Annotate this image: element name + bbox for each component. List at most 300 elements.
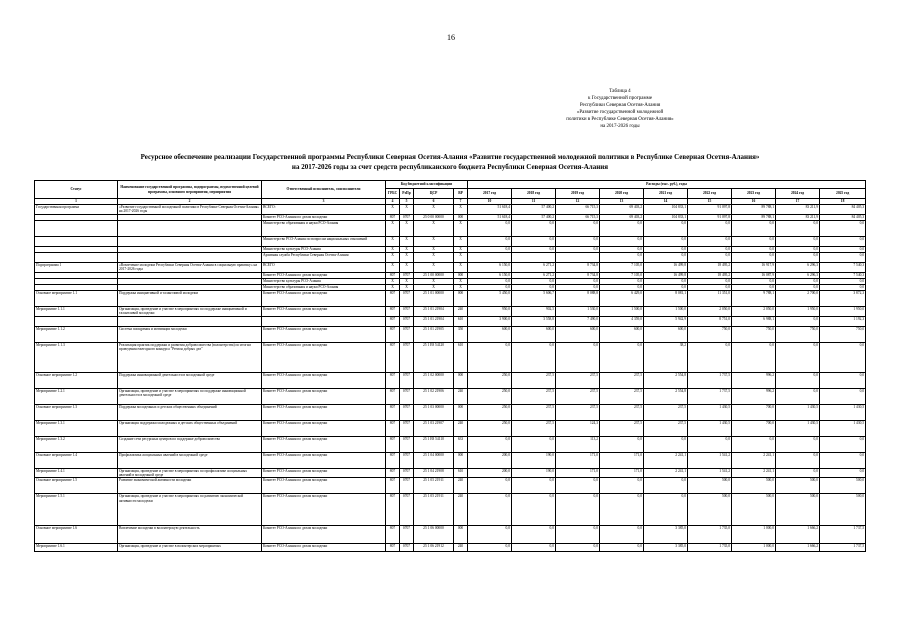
- row-value: 0,0: [512, 544, 556, 552]
- header-year: 2018 год: [512, 189, 556, 199]
- row-value: 0,0: [468, 342, 512, 372]
- row-value: 0,0: [820, 452, 866, 468]
- row-value: 171,0: [556, 452, 600, 468]
- row-vr: 000: [454, 372, 468, 388]
- row-value: 7 540,3: [820, 272, 866, 278]
- row-value: 0,0: [468, 220, 512, 236]
- row-value: 0,0: [556, 284, 600, 290]
- row-name: [118, 236, 262, 246]
- row-value: 7 105,0: [600, 272, 644, 278]
- row-grbs: 807: [386, 468, 400, 478]
- row-grbs: 807: [386, 404, 400, 420]
- row-executor: Министерство культуры РСО-Алания: [262, 246, 386, 252]
- row-value: 0,0: [512, 436, 556, 452]
- row-value: 1 737,5: [688, 388, 732, 404]
- row-value: 0,0: [468, 278, 512, 284]
- row-value: 1 430,5: [688, 420, 732, 436]
- row-value: 500,0: [776, 478, 820, 494]
- row-name: Организация, проведение и участие в мероприятиях по поддержке инициативной и талантливой молодежи: [118, 306, 262, 316]
- row-grbs: X: [386, 205, 400, 215]
- row-value: 190,0: [512, 452, 556, 468]
- row-value: 1 737,5: [688, 372, 732, 388]
- row-executor: Архивная служба Республики Северная Осетия-Алания: [262, 252, 386, 262]
- header-year: 2017 год: [468, 189, 512, 199]
- row-value: 0,0: [512, 220, 556, 236]
- row-value: 0,0: [776, 278, 820, 284]
- row-value: 6 988,1: [732, 316, 776, 326]
- row-executor: Комитет РСО-Алания по делам молодежи: [262, 478, 386, 494]
- row-rzpr: 0707: [400, 342, 414, 372]
- row-grbs: X: [386, 246, 400, 252]
- row-executor: Комитет РСО-Алания по делам молодежи: [262, 468, 386, 478]
- row-value: 500,0: [732, 494, 776, 526]
- row-value: 950,0: [468, 306, 512, 316]
- row-value: 500,0: [820, 478, 866, 494]
- row-executor: Комитет РСО-Алания по делам молодежи: [262, 342, 386, 372]
- row-vr: 000: [454, 272, 468, 278]
- row-value: 0,0: [512, 284, 556, 290]
- row-value: 250,0: [468, 388, 512, 404]
- row-name: «Вовлечение молодежи Республики Северная Осетия-Алания в социальную практику» на 2017-2026 годы: [118, 262, 262, 272]
- row-csr: 25 1 01 21904: [414, 306, 454, 316]
- row-value: 2 554,8: [644, 372, 688, 388]
- row-value: 1 737,5: [820, 526, 866, 544]
- row-value: 9 788,1: [732, 290, 776, 306]
- header-year: 2022 год: [688, 189, 732, 199]
- row-csr: 25 1 03 00000: [414, 404, 454, 420]
- row-value: 2 241,1: [644, 468, 688, 478]
- row-value: 0,0: [776, 436, 820, 452]
- row-rzpr: X: [400, 262, 414, 272]
- row-value: 16 087,9: [732, 272, 776, 278]
- row-vr: X: [454, 262, 468, 272]
- row-value: 0,0: [644, 246, 688, 252]
- row-value: 2 700,0: [776, 290, 820, 306]
- row-value: 8 088,8: [556, 290, 600, 306]
- row-csr: 25 1 01 00000: [414, 290, 454, 306]
- row-grbs: 807: [386, 494, 400, 526]
- row-value: 18 495,2: [688, 262, 732, 272]
- row-csr: 25 1 E8 54110: [414, 436, 454, 452]
- row-executor: Комитет РСО-Алания по делам молодежи: [262, 420, 386, 436]
- row-value: 500,0: [776, 494, 820, 526]
- row-vr: 633: [454, 436, 468, 452]
- column-number: 4: [386, 199, 400, 205]
- row-grbs: 807: [386, 326, 400, 342]
- row-value: 0,0: [732, 342, 776, 372]
- row-name: Создание сети ресурсных центров по поддержке добровольчества: [118, 436, 262, 452]
- row-value: 0,0: [600, 220, 644, 236]
- row-value: 0,0: [732, 252, 776, 262]
- row-value: 6 150,0: [468, 272, 512, 278]
- row-value: 0,0: [600, 236, 644, 246]
- row-value: 700,0: [732, 404, 776, 420]
- row-value: 16 499,8: [644, 262, 688, 272]
- row-value: 250,0: [468, 372, 512, 388]
- column-number: 16: [732, 199, 776, 205]
- appendix-line: на 2017-2026 годы: [600, 124, 640, 129]
- row-name: Организация, проведение и участие в волонтерских мероприятиях: [118, 544, 262, 552]
- row-value: 66 715,3: [556, 205, 600, 215]
- row-name: Поддержка инициативной и талантливой молодежи: [118, 290, 262, 306]
- row-rzpr: X: [400, 220, 414, 236]
- row-value: 3 385,0: [644, 544, 688, 552]
- row-name: Организация поддержки молодежных и детских общественных объединений: [118, 420, 262, 436]
- row-value: [512, 252, 556, 262]
- column-number: 6: [414, 199, 454, 205]
- row-rzpr: X: [400, 246, 414, 252]
- table-row: [35, 478, 866, 494]
- row-value: 113,2: [556, 436, 600, 452]
- row-value: 7 105,0: [600, 262, 644, 272]
- row-executor: Комитет РСО-Алания по делам молодежи: [262, 452, 386, 468]
- row-csr: 25 1 06 21912: [414, 544, 454, 552]
- row-vr: X: [454, 252, 468, 262]
- row-status: Государственная программа: [35, 205, 118, 215]
- row-value: 16 917,9: [732, 262, 776, 272]
- row-value: 0,0: [644, 436, 688, 452]
- row-value: 996,2: [732, 372, 776, 388]
- row-name: «Развитие государственной молодежной политики в Республике Северная Осетия-Алания» на 2017-2026 годы: [118, 205, 262, 215]
- row-name: Организация, проведение и участие в мероприятиях по профилактике асоциальных явлений в молодежной среде: [118, 468, 262, 478]
- table-row: [35, 252, 866, 262]
- row-rzpr: X: [400, 284, 414, 290]
- row-value: 1 430,5: [776, 404, 820, 420]
- row-value: 8 734,8: [556, 272, 600, 278]
- row-value: 0,0: [556, 526, 600, 544]
- row-executor: Комитет РСО-Алания по делам молодежи: [262, 290, 386, 306]
- row-csr: 25 1 02 00000: [414, 372, 454, 388]
- row-csr: X: [414, 278, 454, 284]
- row-value: 11 351,0: [688, 290, 732, 306]
- row-value: 0,0: [688, 220, 732, 236]
- row-value: 0,0: [556, 478, 600, 494]
- row-status: [35, 236, 118, 246]
- row-value: 51 618,4: [468, 205, 512, 215]
- row-value: 237,5: [644, 404, 688, 420]
- row-name: Система поощрения и мотивации молодежи: [118, 326, 262, 342]
- row-value: 18 495,2: [688, 272, 732, 278]
- row-executor: Комитет РСО-Алания по делам молодежи: [262, 404, 386, 420]
- row-grbs: 807: [386, 214, 400, 220]
- row-value: 600,0: [512, 326, 556, 342]
- column-number: 17: [776, 199, 820, 205]
- row-grbs: 807: [386, 272, 400, 278]
- row-value: 0,0: [600, 284, 644, 290]
- row-value: 237,5: [644, 420, 688, 436]
- row-value: 6 271,2: [512, 272, 556, 278]
- row-csr: X: [414, 262, 454, 272]
- row-vr: 240: [454, 388, 468, 404]
- row-rzpr: 0707: [400, 494, 414, 526]
- appendix-line: политики в Республике Северная Осетия-Алания»: [566, 117, 674, 122]
- table-row: [35, 372, 866, 388]
- row-executor: ВСЕГО:: [262, 205, 386, 215]
- page-number: 16: [447, 33, 455, 42]
- row-value: 0,0: [688, 436, 732, 452]
- row-value: 4 359,0: [600, 316, 644, 326]
- row-rzpr: 0707: [400, 420, 414, 436]
- row-rzpr: X: [400, 278, 414, 284]
- row-value: 750,0: [776, 326, 820, 342]
- row-vr: 000: [454, 290, 468, 306]
- row-value: 190,0: [512, 468, 556, 478]
- row-value: 104 833,1: [644, 214, 688, 220]
- header-status: Статус: [35, 181, 118, 199]
- row-executor: [262, 316, 386, 326]
- header-grbs: ГРБС: [386, 189, 400, 199]
- row-executor: Комитет РСО-Алания по делам молодежи: [262, 306, 386, 316]
- row-value: 0,0: [732, 246, 776, 252]
- row-value: 6 150,0: [468, 262, 512, 272]
- row-value: 57 400,2: [512, 205, 556, 215]
- row-rzpr: 0707: [400, 436, 414, 452]
- row-name: [118, 220, 262, 236]
- title-line: на 2017-2026 годы за счет средств республиканского бюджета Республики Северная Осетия-Алания: [291, 163, 609, 171]
- row-vr: X: [454, 236, 468, 246]
- column-number: 11: [512, 199, 556, 205]
- row-status: Мероприятие 1.6.1: [35, 544, 118, 552]
- row-status: Мероприятие 1.5.1: [35, 494, 118, 526]
- row-value: 1 666,2: [776, 526, 820, 544]
- resource-table: [34, 180, 866, 552]
- row-value: 0,0: [556, 278, 600, 284]
- row-status: Основное мероприятие 1.2: [35, 372, 118, 388]
- row-value: 2 241,1: [732, 468, 776, 478]
- row-value: 1 430,5: [820, 420, 866, 436]
- appendix-line: Таблица 4: [609, 89, 631, 94]
- row-value: 1 541,2: [688, 452, 732, 468]
- row-value: 0,0: [468, 478, 512, 494]
- row-rzpr: 0707: [400, 326, 414, 342]
- row-value: 0,0: [468, 236, 512, 246]
- row-value: 91 097,8: [688, 214, 732, 220]
- row-status: [35, 252, 118, 262]
- row-name: [118, 252, 262, 262]
- row-value: 0,0: [644, 284, 688, 290]
- row-csr: 25 1 06 00000: [414, 526, 454, 544]
- row-rzpr: 0707: [400, 316, 414, 326]
- row-value: 1 500,0: [600, 306, 644, 316]
- row-value: 51 618,4: [468, 214, 512, 220]
- table-row: [35, 290, 866, 306]
- row-value: 0,0: [820, 252, 866, 262]
- row-status: Мероприятие 1.4.1: [35, 468, 118, 478]
- row-value: 7 490,0: [556, 316, 600, 326]
- header-year: 2020 год: [600, 189, 644, 199]
- column-number: 12: [556, 199, 600, 205]
- appendix-note: [520, 88, 720, 130]
- row-grbs: X: [386, 284, 400, 290]
- header-vr: ВР: [454, 189, 468, 199]
- row-value: 0,0: [468, 544, 512, 552]
- row-value: 0,0: [688, 278, 732, 284]
- row-value: 0,0: [600, 246, 644, 252]
- table-row: [35, 316, 866, 326]
- row-executor: Комитет РСО-Алания по делам молодежи: [262, 494, 386, 526]
- row-value: 0,0: [776, 372, 820, 388]
- row-grbs: 807: [386, 420, 400, 436]
- row-value: 84 405,3: [820, 214, 866, 220]
- row-grbs: 807: [386, 388, 400, 404]
- row-csr: 25 1 05 21911: [414, 478, 454, 494]
- row-csr: 25 0 00 00000: [414, 214, 454, 220]
- table-row: [35, 306, 866, 316]
- row-value: 0,0: [688, 342, 732, 372]
- row-value: 0,0: [468, 284, 512, 290]
- table-row: [35, 526, 866, 544]
- column-number: 5: [400, 199, 414, 205]
- row-value: 902,5: [512, 306, 556, 316]
- row-value: 0,0: [600, 436, 644, 452]
- row-value: 38,2: [644, 342, 688, 372]
- appendix-line: «Развитие государственной молодежной: [576, 110, 664, 115]
- column-number: 3: [262, 199, 386, 205]
- row-status: Мероприятие 1.3.2: [35, 436, 118, 452]
- appendix-line: к Государственной программе: [587, 96, 653, 101]
- row-status: Мероприятие 1.3.1: [35, 420, 118, 436]
- row-value: 5 942,9: [644, 316, 688, 326]
- row-rzpr: 0707: [400, 544, 414, 552]
- row-grbs: 807: [386, 452, 400, 468]
- row-executor: Комитет РСО-Алания по делам молодежи: [262, 388, 386, 404]
- row-csr: X: [414, 236, 454, 246]
- row-grbs: 807: [386, 306, 400, 316]
- header-year: 2023 год: [732, 189, 776, 199]
- row-value: 600,0: [556, 326, 600, 342]
- row-value: 0,0: [820, 388, 866, 404]
- row-rzpr: X: [400, 205, 414, 215]
- title-line: Ресурсное обеспечение реализации Государственной программы Республики Северная Осетия-Алания «Развитие государственной молодежной политики в Республике Северная Осетия-Алания»: [140, 153, 760, 161]
- row-value: 0,0: [688, 252, 732, 262]
- row-csr: 25 1 00 00000: [414, 272, 454, 278]
- row-value: 0,0: [776, 316, 820, 326]
- row-value: 200,0: [468, 452, 512, 468]
- row-value: 237,5: [556, 372, 600, 388]
- row-value: 237,5: [512, 388, 556, 404]
- column-number: 15: [688, 199, 732, 205]
- row-value: 0,0: [556, 544, 600, 552]
- row-value: 0,0: [776, 452, 820, 468]
- row-value: 2 050,0: [688, 306, 732, 316]
- row-value: 1 000,0: [732, 526, 776, 544]
- row-executor: Министерство образования и науки РСО-Алания: [262, 284, 386, 290]
- row-value: 237,5: [556, 388, 600, 404]
- table-row: [35, 420, 866, 436]
- row-value: 0,0: [644, 236, 688, 246]
- row-name: Организация, проведение и участие в мероприятиях по поддержке инновационной деятельности в молодежной среде: [118, 388, 262, 404]
- row-grbs: 807: [386, 342, 400, 372]
- row-value: 0,0: [820, 246, 866, 252]
- row-vr: 350: [454, 326, 468, 342]
- row-executor: Комитет РСО-Алания по делам молодежи: [262, 214, 386, 220]
- header-year: 2024 год: [776, 189, 820, 199]
- row-value: 0,0: [600, 494, 644, 526]
- row-value: 0,0: [776, 252, 820, 262]
- row-grbs: 807: [386, 372, 400, 388]
- table-row: [35, 262, 866, 272]
- row-value: 1 000,0: [732, 544, 776, 552]
- row-value: 6 429,0: [600, 290, 644, 306]
- row-csr: X: [414, 205, 454, 215]
- row-rzpr: 0707: [400, 478, 414, 494]
- row-value: 1 735,0: [688, 526, 732, 544]
- row-value: 237,5: [512, 420, 556, 436]
- row-value: 0,0: [688, 284, 732, 290]
- row-status: Основное мероприятие 1.3: [35, 404, 118, 420]
- row-rzpr: 0707: [400, 272, 414, 278]
- row-value: 1 430,5: [820, 404, 866, 420]
- row-value: 1 530,0: [556, 306, 600, 316]
- row-value: 0,0: [776, 284, 820, 290]
- table-row: [35, 544, 866, 552]
- row-status: Мероприятие 1.1.3: [35, 342, 118, 372]
- row-value: 1 430,5: [688, 404, 732, 420]
- row-value: 996,2: [732, 388, 776, 404]
- row-value: 2 241,1: [732, 452, 776, 468]
- row-value: 171,0: [556, 468, 600, 478]
- row-value: 0,0: [776, 236, 820, 246]
- table-row: [35, 468, 866, 478]
- row-value: 1 735,0: [688, 544, 732, 552]
- row-value: 0,0: [732, 284, 776, 290]
- row-value: 0,0: [644, 220, 688, 236]
- row-value: 0,0: [732, 220, 776, 236]
- row-value: 5 450,0: [468, 290, 512, 306]
- row-value: 171,0: [600, 452, 644, 468]
- row-value: 1 541,2: [688, 468, 732, 478]
- column-number: 1: [35, 199, 118, 205]
- row-value: 0,0: [600, 544, 644, 552]
- row-value: 0,0: [600, 478, 644, 494]
- table-row: [35, 236, 866, 246]
- table-body: [35, 205, 866, 552]
- table-row: [35, 326, 866, 342]
- row-value: 7 540,3: [820, 262, 866, 272]
- row-executor: Комитет РСО-Алания по делам молодежи: [262, 544, 386, 552]
- row-value: 0,0: [556, 236, 600, 246]
- row-executor: Комитет РСО-Алания по делам молодежи: [262, 436, 386, 452]
- row-csr: 25 1 04 21908: [414, 468, 454, 478]
- row-value: 0,0: [688, 246, 732, 252]
- row-value: 3 558,8: [512, 316, 556, 326]
- row-value: 250,0: [468, 420, 512, 436]
- table-row: [35, 494, 866, 526]
- row-grbs: 807: [386, 436, 400, 452]
- row-status: Основное мероприятие 1.6: [35, 526, 118, 544]
- row-name: Развитие экономической активности молодежи: [118, 478, 262, 494]
- row-vr: 000: [454, 404, 468, 420]
- row-name: Вовлечение молодежи в волонтерскую деятельность: [118, 526, 262, 544]
- row-value: 8 734,8: [556, 262, 600, 272]
- header-executor: Ответственный исполнитель, соисполнители: [262, 181, 386, 199]
- row-value: 0,0: [600, 342, 644, 372]
- row-value: 600,0: [644, 326, 688, 342]
- row-value: 2 050,0: [732, 306, 776, 316]
- row-value: 124,3: [556, 420, 600, 436]
- row-value: 237,5: [600, 372, 644, 388]
- row-value: 500,0: [688, 494, 732, 526]
- row-vr: 000: [454, 452, 468, 468]
- header-expenses: Расходы (тыс. руб.), годы: [468, 181, 866, 189]
- row-value: 0,0: [644, 278, 688, 284]
- row-name: Поддержка инновационной деятельности в молодежной среде: [118, 372, 262, 388]
- row-value: 0,0: [600, 278, 644, 284]
- row-value: 8 751,0: [688, 316, 732, 326]
- row-vr: 000: [454, 526, 468, 544]
- row-value: 0,0: [512, 478, 556, 494]
- row-status: Основное мероприятие 1.4: [35, 452, 118, 468]
